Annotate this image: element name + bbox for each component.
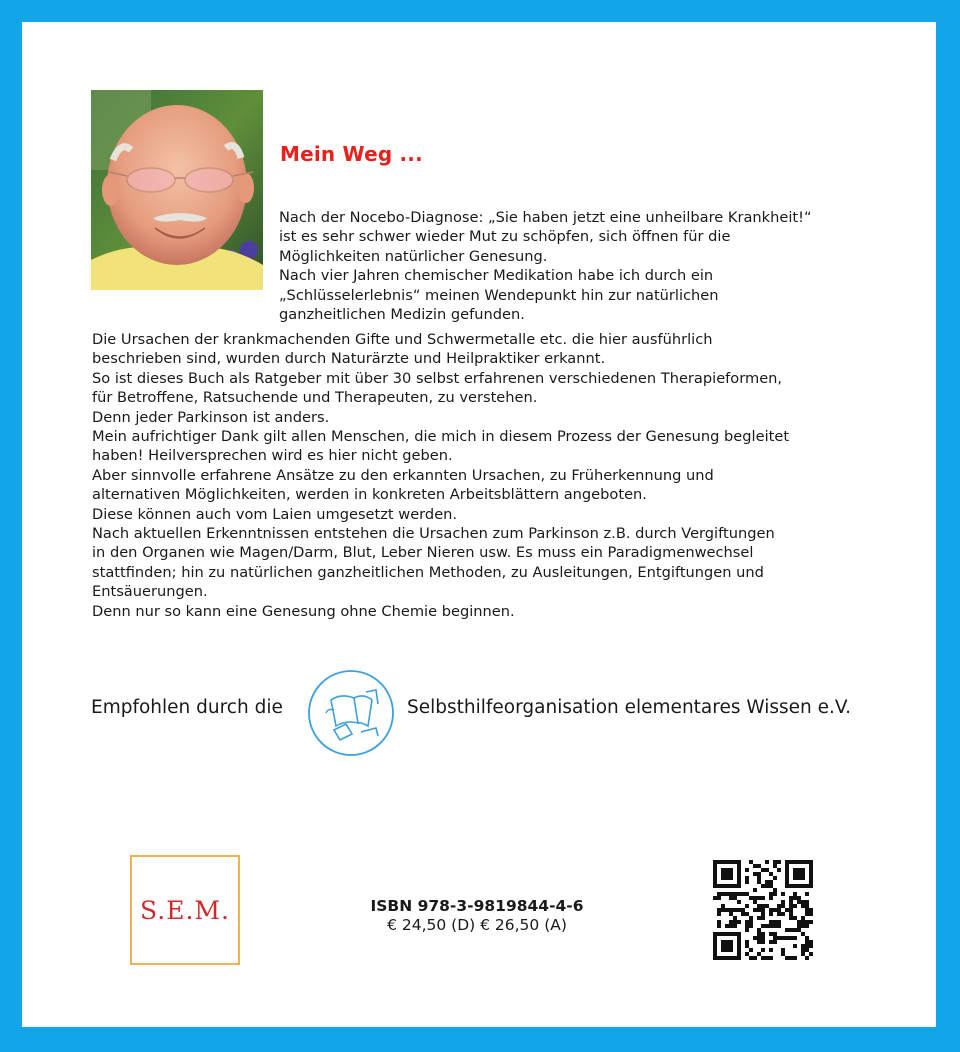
organization-name: Selbsthilfeorganisation elementares Wissen e.V. xyxy=(407,697,852,718)
body-line: stattfinden; hin zu natürlichen ganzheitlichen Methoden, zu Ausleitungen, Entgiftungen und xyxy=(92,563,764,581)
intro-line: Nach der Nocebo-Diagnose: „Sie haben jetzt eine unheilbare Krankheit!“ xyxy=(279,209,812,226)
isbn-number: ISBN 978-3-9819844-4-6 xyxy=(370,897,584,915)
body-line: in den Organen wie Magen/Darm, Blut, Leber Nieren usw. Es muss ein Paradigmenwechsel xyxy=(92,544,754,562)
publisher-logo-text: S.E.M. xyxy=(140,895,230,925)
intro-line: Nach vier Jahren chemischer Medikation habe ich durch ein xyxy=(279,267,714,285)
recommendation-prefix: Empfohlen durch die xyxy=(91,697,283,718)
body-line: Entsäuerungen. xyxy=(92,583,208,601)
back-cover xyxy=(22,22,936,1027)
body-line: Mein aufrichtiger Dank gilt allen Menschen, die mich in diesem Prozess der Genesung begleitet xyxy=(92,428,790,446)
body-line: Diese können auch vom Laien umgesetzt werden. xyxy=(92,505,458,523)
publisher-logo xyxy=(130,855,240,965)
intro-line: Möglichkeiten natürlicher Genesung. xyxy=(279,247,548,265)
isbn-block xyxy=(352,897,602,934)
qr-code-icon xyxy=(713,860,813,960)
recommendation-row xyxy=(91,664,911,756)
body-line: Die Ursachen der krankmachenden Gifte und Schwermetalle etc. die hier ausführlich xyxy=(92,331,713,348)
body-line: für Betroffene, Ratsuchende und Therapeuten, zu verstehen. xyxy=(92,389,538,407)
body-line: Denn nur so kann eine Genesung ohne Chemie beginnen. xyxy=(92,602,515,620)
body-line: So ist dieses Buch als Ratgeber mit über 30 selbst erfahrenen verschiedenen Therapieformen, xyxy=(92,369,783,387)
body-paragraph xyxy=(92,330,882,621)
intro-line: ist es sehr schwer wieder Mut zu schöpfen, sich öffnen für die xyxy=(279,228,731,246)
body-line: Nach aktuellen Erkenntnissen entstehen die Ursachen zum Parkinson z.B. durch Vergiftungen xyxy=(92,525,775,543)
body-line: Denn jeder Parkinson ist anders. xyxy=(92,408,330,426)
body-line: beschrieben sind, wurden durch Naturärzte und Heilpraktiker erkannt. xyxy=(92,350,606,368)
intro-paragraph xyxy=(279,208,889,324)
body-line: alternativen Möglichkeiten, werden in konkreten Arbeitsblättern angeboten. xyxy=(92,486,647,504)
intro-line: ganzheitlichen Medizin gefunden. xyxy=(279,306,525,324)
author-photo xyxy=(91,90,263,290)
circle-logo-icon xyxy=(306,668,396,758)
cover-edge xyxy=(936,950,960,1027)
price: € 24,50 (D) € 26,50 (A) xyxy=(387,916,567,934)
section-title: Mein Weg ... xyxy=(280,142,423,166)
body-line: haben! Heilversprechen wird es hier nicht geben. xyxy=(92,447,453,465)
body-line: Aber sinnvolle erfahrene Ansätze zu den erkannten Ursachen, zu Früherkennung und xyxy=(92,466,714,484)
intro-line: „Schlüsselerlebnis“ meinen Wendepunkt hin zur natürlichen xyxy=(279,286,719,304)
